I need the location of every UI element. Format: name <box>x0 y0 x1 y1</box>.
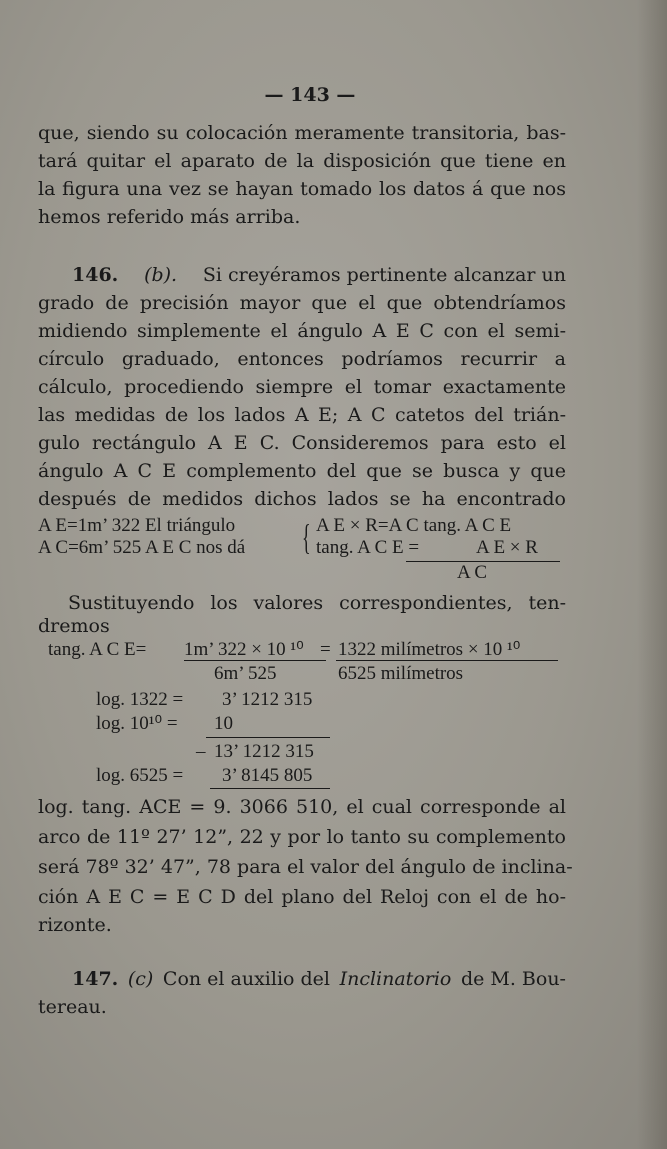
formula-data-line: A C=6m’ 525 A E C nos dá <box>38 537 246 558</box>
formula-data-line: A E=1m’ 322 El triángulo <box>38 515 236 536</box>
log-label: log. 6525 = <box>96 765 184 786</box>
fraction-numerator: 1m’ 322 × 10 ¹⁰ <box>184 639 304 660</box>
text-line: grado de precisión mayor que el que obtendríamos <box>38 292 566 314</box>
text-line: Si creyéramos pertinente alcanzar un <box>202 264 566 286</box>
formula-equation: A E × R=A C tang. A C E <box>316 515 512 536</box>
log-value: 3’ 1212 315 <box>222 689 313 710</box>
formula-lhs: tang. A C E= <box>48 639 147 660</box>
log-value: 3’ 8145 805 <box>222 765 313 786</box>
formula-equation: tang. A C E = <box>316 537 420 558</box>
text-line: ángulo A C E complemento del que se busca y que <box>38 460 566 482</box>
text-line: Sustituyendo los valores correspondientes, ten- <box>68 592 566 614</box>
fraction-bar <box>184 660 326 661</box>
fraction-numerator: 1322 milímetros × 10 ¹⁰ <box>338 639 521 660</box>
minus-sign: – <box>196 741 206 762</box>
section-146-heading <box>72 262 566 288</box>
text-fragment: de M. Bou- <box>460 968 566 990</box>
text-line: log. tang. ACE = 9. 3066 510, el cual corresponde al <box>38 796 566 818</box>
section-147-heading <box>72 966 566 992</box>
brace: { <box>302 517 311 557</box>
text-line: rizonte. <box>38 914 112 936</box>
text-line: ción A E C = E C D del plano del Reloj con el de ho- <box>38 886 566 908</box>
text-line: tará quitar el aparato de la disposición que tiene en <box>38 150 566 172</box>
term-inclinatorio: Inclinatorio <box>339 968 452 990</box>
fraction-numerator: A E × R <box>476 537 538 558</box>
fraction-bar <box>336 660 558 661</box>
section-tag: (c) <box>127 968 154 990</box>
log-sum: 13’ 1212 315 <box>214 741 314 762</box>
text-line: arco de 11º 27’ 12”, 22 y por lo tanto su complemento <box>38 826 566 848</box>
text-line: será 78º 32’ 47”, 78 para el valor del ángulo de inclina- <box>38 856 573 878</box>
text-line: midiendo simplemente el ángulo A E C con el semi- <box>38 320 566 342</box>
text-line: tereau. <box>38 996 107 1018</box>
page-number: — 143 — <box>264 84 356 106</box>
fraction-denominator: 6525 milímetros <box>338 663 464 684</box>
text-line: dremos <box>38 615 110 637</box>
page-edge-shadow <box>637 0 667 1149</box>
log-label: log. 10¹⁰ = <box>96 713 178 734</box>
text-fragment: Con el auxilio del <box>162 968 330 990</box>
text-line: que, siendo su colocación meramente transitoria, bas- <box>38 122 566 144</box>
text-line: gulo rectángulo A E C. Consideremos para esto el <box>38 432 566 454</box>
text-line: hemos referido más arriba. <box>38 206 301 228</box>
equals-sign: = <box>320 639 331 660</box>
text-line: la figura una vez se hayan tomado los datos á que nos <box>38 178 566 200</box>
text-line: cálculo, procediendo siempre el tomar exactamente <box>38 376 566 398</box>
fraction-denominator: A C <box>456 562 488 583</box>
text-line: después de medidos dichos lados se ha encontrado <box>38 488 566 510</box>
log-label: log. 1322 = <box>96 689 184 710</box>
section-tag: (b). <box>144 264 178 286</box>
section-number: 147. <box>72 968 119 990</box>
log-value: 10 <box>214 713 233 734</box>
sum-rule <box>210 788 330 789</box>
sum-rule <box>206 737 330 738</box>
text-line: círculo graduado, entonces podríamos recurrir a <box>38 348 566 370</box>
fraction-denominator: 6m’ 525 <box>214 663 277 684</box>
text-line: las medidas de los lados A E; A C catetos del trián- <box>38 404 566 426</box>
section-number: 146. <box>72 264 119 286</box>
